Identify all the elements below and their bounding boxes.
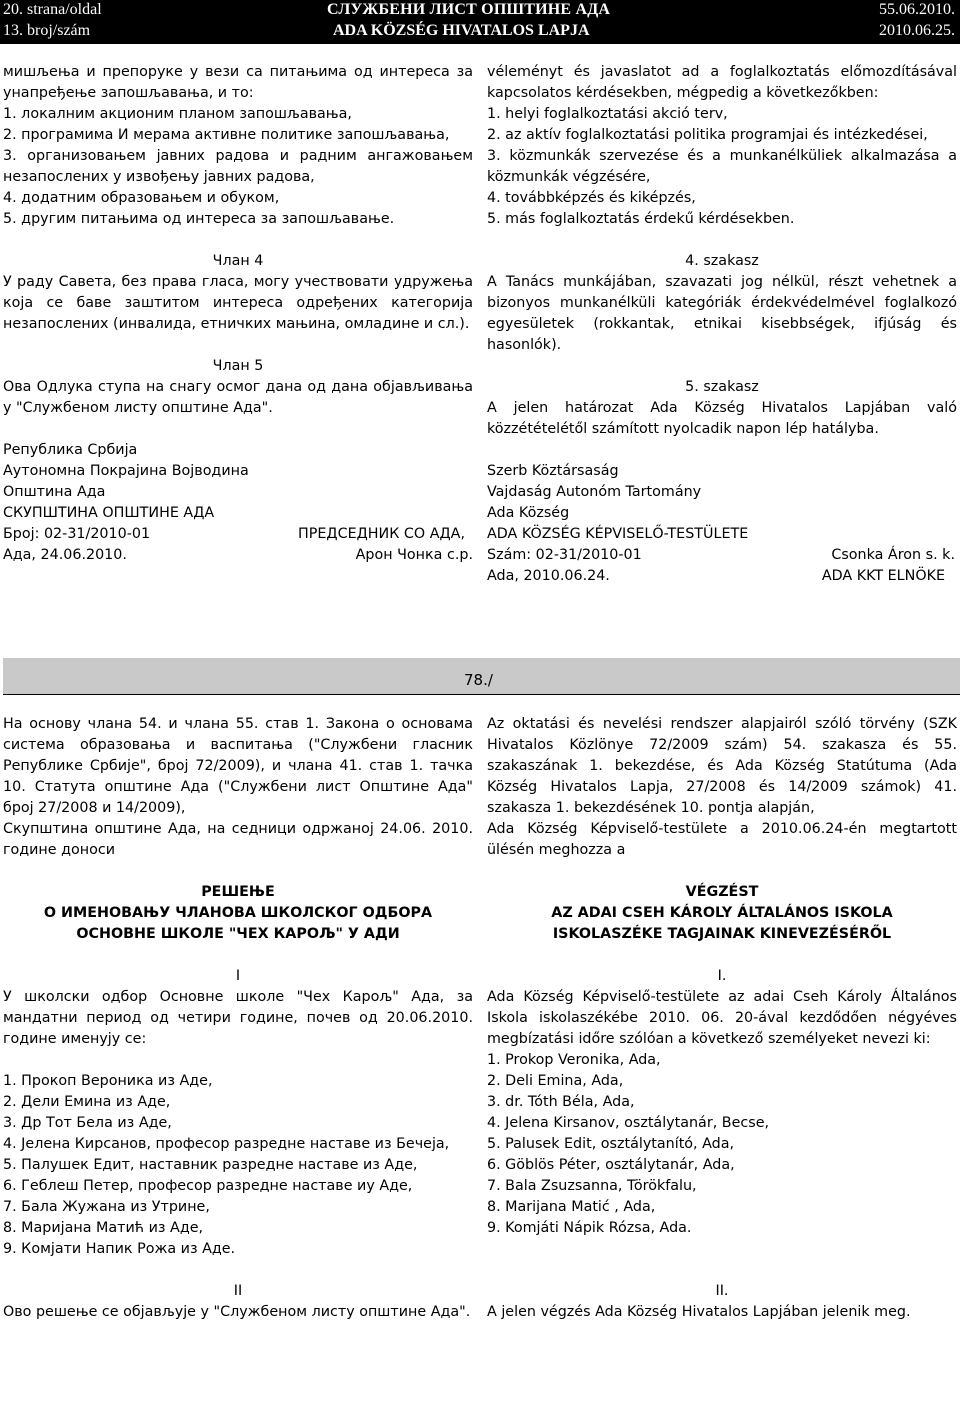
signature-line: Ada Község <box>487 505 570 521</box>
article-4-title: 4. szakasz <box>685 253 759 269</box>
signatory-role: ПРЕДСЕДНИК СО АДА, <box>298 526 465 542</box>
article-5-text: Ова Одлука ступа на снагу осмог дана од дана објављивања у "Службеном листу општине Ада". <box>3 379 473 416</box>
list-item: 2. програмима И мерама активне политике запошљавања, <box>3 127 450 143</box>
preamble-text: На основу члана 54. и члана 55. став 1. Закона о основама система образовања и васпитања ("Службени гласник Републике Србије", број 72/2009), и члана 41. став 1. тачка 10. Статута општине Ада ("Службени лист Општине Ада" број 27/2008 и 14/2009), <box>3 716 473 816</box>
article-4-title: Члан 4 <box>212 253 264 269</box>
member-item: 6. Göblös Péter, osztálytanár, Ada, <box>487 1157 735 1173</box>
list-item: 2. az aktív foglalkoztatási politika programjai és intézkedései, <box>487 127 928 143</box>
issue-number: 13. broj/szám <box>3 22 91 39</box>
issue-date-hu: 2010.06.25. <box>879 22 955 39</box>
member-item: 4. Jelena Kirsanov, osztálytanár, Becse, <box>487 1115 770 1131</box>
preamble-text: Скупштина општине Ада, на седници одржаној 24.06. 2010. године доноси <box>3 821 473 858</box>
signature-line: Општина Ада <box>3 484 106 500</box>
bottom-right-column <box>487 714 957 1323</box>
member-item: 8. Marijana Matić , Ada, <box>487 1199 656 1215</box>
section-text: A jelen végzés Ada Község Hivatalos Lapjában jelenik meg. <box>487 1304 911 1320</box>
decision-subtitle: ISKOLASZÉKE TAGJAINAK KINEVEZÉSÉRŐL <box>552 926 892 942</box>
top-left-column <box>3 62 473 566</box>
signature-place-date: Ада, 24.06.2010. <box>3 547 127 563</box>
intro-text: мишљења и препоруке у вези са питањима од интереса за унапређење запошљавања, и то: <box>3 64 473 101</box>
member-item: 1. Прокоп Вероника из Аде, <box>3 1073 213 1089</box>
list-item: 1. локалним акционим планом запошљавања, <box>3 106 352 122</box>
section-heading: I. <box>717 968 727 984</box>
preamble-text: Az oktatási és nevelési rendszer alapjairól szóló törvény (SZK Hivatalos Közlönye 72/2009 szám) 54. szakasza és 55. szakaszának 1. bekezdése, és Ada Község Statútuma (Ada Község Hivatalos Lapja, 27/2008 és 14/2009 számok) 41. szakasza 1. bekezdésének 10. pontja alapján, <box>487 716 957 816</box>
member-item: 7. Бала Жужана из Утрине, <box>3 1199 210 1215</box>
member-item: 4. Јелена Кирсанов, професор разредне наставе из Бечеја, <box>3 1136 450 1152</box>
member-item: 2. Deli Emina, Ada, <box>487 1073 624 1089</box>
section-heading: II. <box>715 1283 729 1299</box>
decision-title: РЕШЕЊЕ <box>201 884 275 900</box>
article-4-text: У раду Савета, без права гласа, могу учествовати удружења која се баве заштитом интереса одређених категорија незапослених (инвалида, етничких мањина, омладине и сл.). <box>3 274 473 332</box>
section-text: Ово решење се објављује у "Службеном листу општине Ада". <box>3 1304 471 1320</box>
article-5-title: 5. szakasz <box>685 379 759 395</box>
decision-subtitle: AZ ADAI CSEH KÁROLY ÁLTALÁNOS ISKOLA <box>551 905 893 921</box>
signatory-name: Арон Чонка с.р. <box>355 547 473 563</box>
preamble-text: Ada Község Képviselő-testülete a 2010.06.24-én megtartott ülésén meghozza a <box>487 821 957 858</box>
section-heading: I <box>235 968 241 984</box>
list-item: 5. más foglalkoztatás érdekű kérdésekben. <box>487 211 795 227</box>
signature-line: СКУПШТИНА ОПШТИНЕ АДА <box>3 505 215 521</box>
bottom-left-column <box>3 714 473 1323</box>
member-item: 1. Prokop Veronika, Ada, <box>487 1052 661 1068</box>
decision-title: VÉGZÉST <box>685 884 759 900</box>
decision-subtitle: ОСНОВНЕ ШКОЛЕ "ЧЕХ КАРОЉ" У АДИ <box>76 926 400 942</box>
gazette-title-hu: ADA KÖZSÉG HIVATALOS LAPJA <box>333 22 590 39</box>
issue-date-sr: 55.06.2010. <box>879 1 955 18</box>
member-item: 7. Bala Zsuzsanna, Törökfalu, <box>487 1178 697 1194</box>
signature-line: Vajdaság Autonóm Tartomány <box>487 484 702 500</box>
member-item: 3. Др Тот Бела из Аде, <box>3 1115 172 1131</box>
page-header <box>0 0 960 44</box>
signature-place-date: Ada, 2010.06.24. <box>487 568 610 584</box>
item-number: 78./ <box>464 671 493 689</box>
list-item: 4. додатним образовањем и обуком, <box>3 190 280 206</box>
page-number: 20. strana/oldal <box>3 1 102 18</box>
signature-line: Аутономна Покрајина Војводина <box>3 463 249 479</box>
article-4-text: A Tanács munkájában, szavazati jog nélkül, részt vehetnek a bizonyos munkanélküli kategóriák érdekvédelmével foglalkozó egyesületek (rokkantak, etnikai kisebbségek, ifjúság és hasonlók). <box>487 274 957 353</box>
member-item: 2. Дели Емина из Аде, <box>3 1094 171 1110</box>
signatory-role: ADA KKT ELNÖKE <box>821 568 945 584</box>
section-heading: II <box>233 1283 243 1299</box>
list-item: 4. továbbképzés és kiképzés, <box>487 190 696 206</box>
decision-subtitle: О ИМЕНОВАЊУ ЧЛАНОВА ШКОЛСКОГ ОДБОРА <box>43 905 433 921</box>
member-item: 9. Komjáti Nápik Rózsa, Ada. <box>487 1220 692 1236</box>
intro-text: véleményt és javaslatot ad a foglalkoztatás előmozdításával kapcsolatos kérdésekben, mégpedig a következőkben: <box>487 64 957 101</box>
member-item: 5. Palusek Edit, osztálytanító, Ada, <box>487 1136 735 1152</box>
member-item: 5. Палушек Едит, наставник разредне наставе из Аде, <box>3 1157 418 1173</box>
member-item: 9. Комјати Напик Рожа из Аде. <box>3 1241 236 1257</box>
signature-line: Република Србија <box>3 442 138 458</box>
member-item: 8. Маријана Матић из Аде, <box>3 1220 204 1236</box>
member-item: 3. dr. Tóth Béla, Ada, <box>487 1094 635 1110</box>
list-item: 3. közmunkák szervezése és a munkanélküliek alkalmazása a közmunkák végzésére, <box>487 148 957 185</box>
item-number-banner <box>3 658 960 695</box>
document-number: Szám: 02-31/2010-01 <box>487 547 642 563</box>
top-right-column <box>487 62 957 587</box>
document-number: Број: 02-31/2010-01 <box>3 526 151 542</box>
member-item: 6. Геблеш Петер, професор разредне наставе иу Аде, <box>3 1178 413 1194</box>
gazette-title-sr: СЛУЖБЕНИ ЛИСТ ОПШТИНЕ АДА <box>327 1 611 18</box>
article-5-title: Члан 5 <box>212 358 264 374</box>
article-5-text: A jelen határozat Ada Község Hivatalos Lapjában való közzétételétől számított nyolcadik napon lép hatályba. <box>487 400 957 437</box>
list-item: 1. helyi foglalkoztatási akció terv, <box>487 106 728 122</box>
list-item: 3. организовањем јавних радова и радним ангажовањем незапослених у извођењу јавних радова, <box>3 148 473 185</box>
section-text: Ada Község Képviselő-testülete az adai Cseh Károly Általános Iskola iskolaszékébe 2010. 06. 20-ával kezdődően négyéves megbízatási időre szólóan a következő személyeket nevezi ki: <box>487 989 957 1047</box>
signatory-name: Csonka Áron s. k. <box>831 547 955 563</box>
signature-line: ADA KÖZSÉG KÉPVISELŐ-TESTÜLETE <box>487 526 749 542</box>
section-text: У школски одбор Основне школе "Чех Карољ" Ада, за мандатни период од четири године, почев од 20.06.2010. године именују се: <box>3 989 473 1047</box>
signature-line: Szerb Köztársaság <box>487 463 619 479</box>
list-item: 5. другим питањима од интереса за запошљавање. <box>3 211 395 227</box>
